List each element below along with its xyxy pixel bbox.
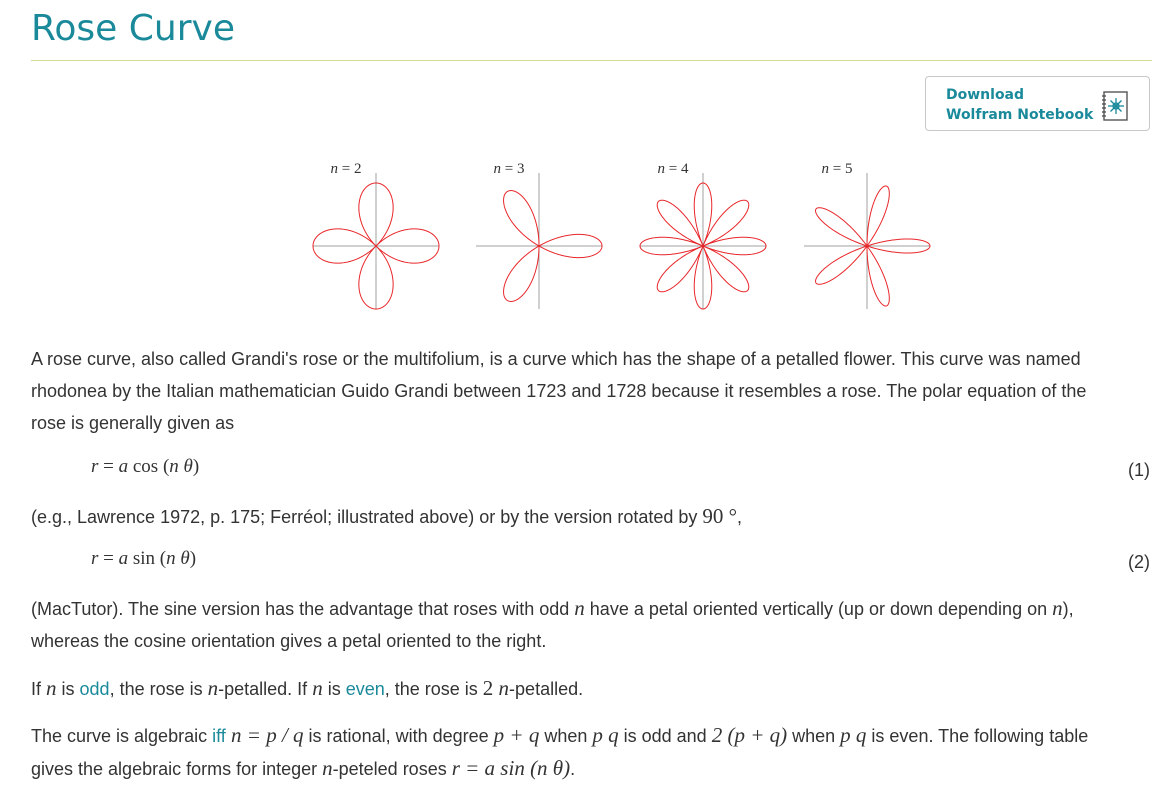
caption-n2: n = 2 bbox=[330, 161, 362, 177]
equation-1: r = a cos (n θ) bbox=[91, 456, 200, 477]
caption-n5: n = 5 bbox=[821, 161, 853, 177]
algebraic-line-2: gives the algebraic forms for integer n-peteled roses r = a sin (n θ). bbox=[31, 756, 576, 780]
iff-link[interactable]: iff bbox=[212, 726, 226, 746]
download-notebook-button[interactable] bbox=[925, 76, 1150, 131]
paragraph-odd-even: If n is odd, the rose is n-petalled. If n is even, the rose is 2 n-petalled. bbox=[31, 676, 584, 700]
intro-line-1: A rose curve, also called Grandi's rose or the multifolium, is a curve which has the shape of a petalled flower. This curve was named bbox=[31, 349, 1081, 369]
paragraph-mactutor bbox=[31, 592, 1141, 657]
equation-1-number: (1) bbox=[1128, 460, 1150, 480]
axes bbox=[640, 173, 766, 309]
caption-n4: n = 4 bbox=[657, 161, 689, 177]
caption-n3: n = 3 bbox=[493, 161, 525, 177]
rose-plot-n4 bbox=[638, 158, 768, 308]
odd-link[interactable]: odd bbox=[79, 679, 110, 699]
paragraph-algebraic bbox=[31, 719, 1141, 785]
page-title: Rose Curve bbox=[31, 8, 235, 49]
intro-line-2: rhodonea by the Italian mathematician Guido Grandi between 1723 and 1728 because it resembles a rose. The polar equation of the bbox=[31, 381, 1087, 401]
mactutor-line-2: whereas the cosine orientation gives a petal oriented to the right. bbox=[31, 631, 547, 651]
mactutor-line-1: (MacTutor). The sine version has the advantage that roses with odd n have a petal oriented vertically (up or down depending on n), bbox=[31, 596, 1074, 620]
axes bbox=[313, 173, 439, 309]
download-label: Download bbox=[946, 87, 1025, 103]
rose-figures bbox=[281, 158, 911, 318]
rose-plot-n5 bbox=[802, 158, 932, 308]
rotated-tail: , bbox=[737, 507, 743, 527]
equation-2-number: (2) bbox=[1128, 552, 1150, 572]
title-divider bbox=[31, 60, 1152, 61]
rose-plot-n3 bbox=[474, 158, 604, 308]
notebook-label: Wolfram Notebook bbox=[946, 107, 1094, 123]
notebook-icon bbox=[1101, 91, 1129, 121]
algebraic-line-1: The curve is algebraic iff n = p / q is rational, with degree p + q when p q is odd and 2 (p + q) when p q is even. The following table bbox=[31, 723, 1089, 747]
angle-math: 90 ° bbox=[702, 504, 738, 528]
rose-plot-n2 bbox=[311, 158, 441, 308]
equation-2: r = a sin (n θ) bbox=[91, 548, 197, 569]
paragraph-intro bbox=[31, 343, 1141, 439]
intro-line-3: rose is generally given as bbox=[31, 413, 235, 433]
even-link[interactable]: even bbox=[345, 679, 385, 699]
paragraph-rotated bbox=[31, 500, 1141, 533]
rotated-text: (e.g., Lawrence 1972, p. 175; Ferréol; illustrated above) or by the version rotated by bbox=[31, 507, 703, 527]
